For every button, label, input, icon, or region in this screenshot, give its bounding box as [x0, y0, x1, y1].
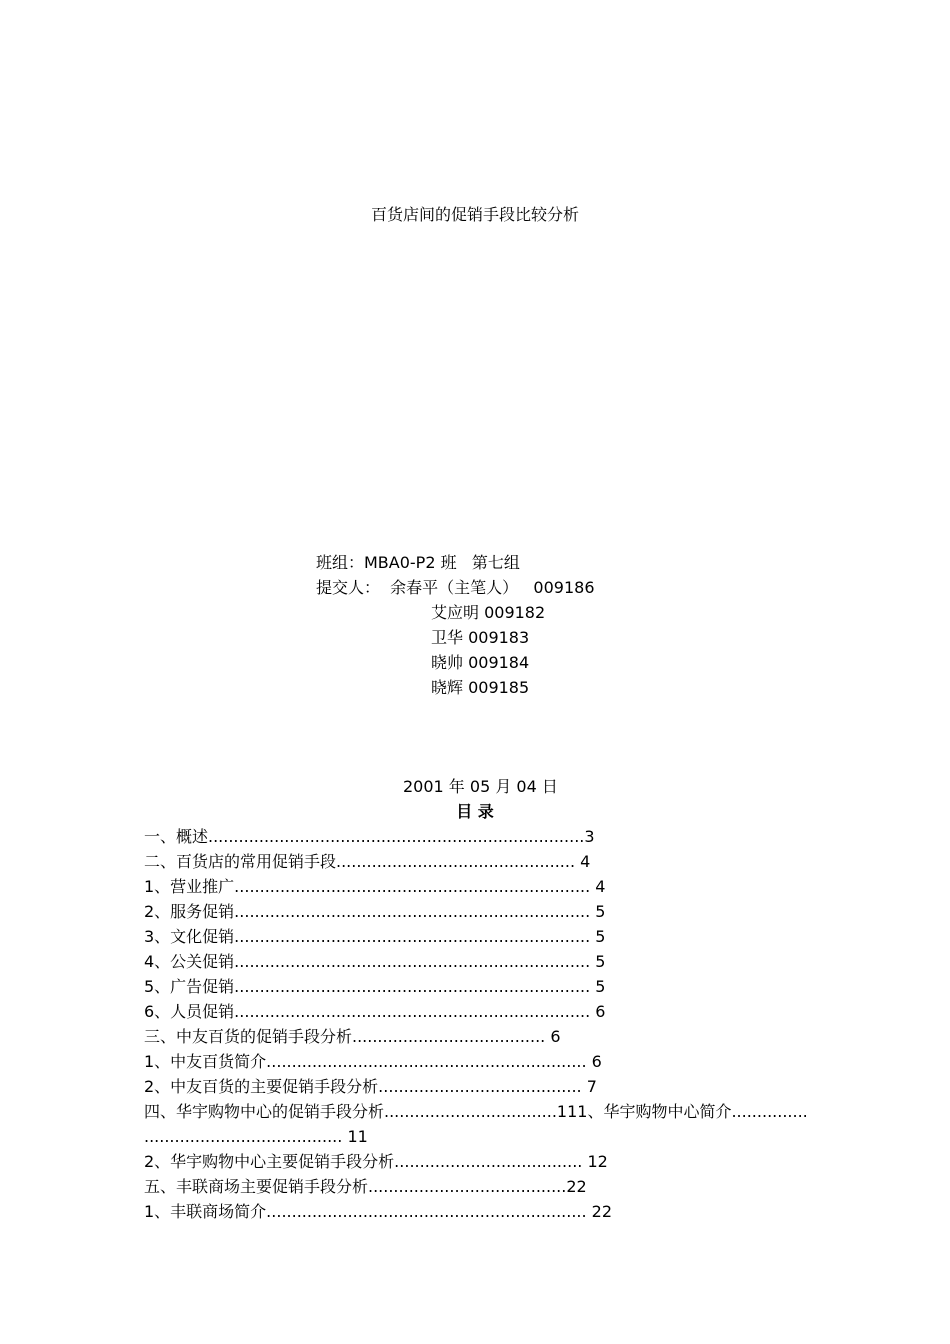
submitter-line: 提交人： 余春平（主笔人） 009186 [316, 578, 595, 597]
toc-entry[interactable]: 五、丰联商场主要促销手段分析.......................................22 [144, 1177, 587, 1196]
document-title: 百货店间的促销手段比较分析 [370, 205, 579, 224]
toc-entry[interactable]: 三、中友百货的促销手段分析...................................... 6 [144, 1027, 561, 1046]
member-line: 晓辉 009185 [431, 678, 530, 697]
toc-entry[interactable]: 1、丰联商场简介............................................................... 22 [144, 1202, 613, 1221]
document-date: 2001 年 05 月 04 日 [403, 777, 558, 796]
toc-entry[interactable]: 6、人员促销...................................................................... 6 [144, 1002, 606, 1021]
member-line: 卫华 009183 [431, 628, 530, 647]
toc-entry[interactable]: 2、服务促销...................................................................... 5 [144, 902, 606, 921]
group-info [316, 550, 595, 700]
toc-entry[interactable]: 4、公关促销...................................................................... 5 [144, 952, 606, 971]
member-line: 晓帅 009184 [431, 653, 530, 672]
toc-entry[interactable]: 3、文化促销...................................................................... 5 [144, 927, 606, 946]
toc-entry[interactable]: 一、概述..........................................................................3 [144, 827, 595, 846]
toc-entry[interactable]: 5、广告促销...................................................................... 5 [144, 977, 606, 996]
toc-entry[interactable]: 1、营业推广...................................................................... 4 [144, 877, 606, 896]
toc-entry[interactable]: 2、华宇购物中心主要促销手段分析..................................... 12 [144, 1152, 608, 1171]
toc-entry[interactable]: 1、中友百货简介............................................................... 6 [144, 1052, 602, 1071]
toc-entry[interactable]: ....................................... 11 [144, 1127, 368, 1146]
toc-entry[interactable]: 2、中友百货的主要促销手段分析........................................ 7 [144, 1077, 597, 1096]
member-line: 艾应明 009182 [431, 603, 546, 622]
table-of-contents [144, 824, 824, 1224]
class-line: 班组：MBA0-P2 班 第七组 [316, 553, 520, 572]
toc-heading: 目 录 [456, 802, 494, 821]
toc-entry[interactable]: 四、华宇购物中心的促销手段分析..................................111、华宇购物中心简介............... [144, 1102, 808, 1121]
toc-entry[interactable]: 二、百货店的常用促销手段............................................... 4 [144, 852, 591, 871]
